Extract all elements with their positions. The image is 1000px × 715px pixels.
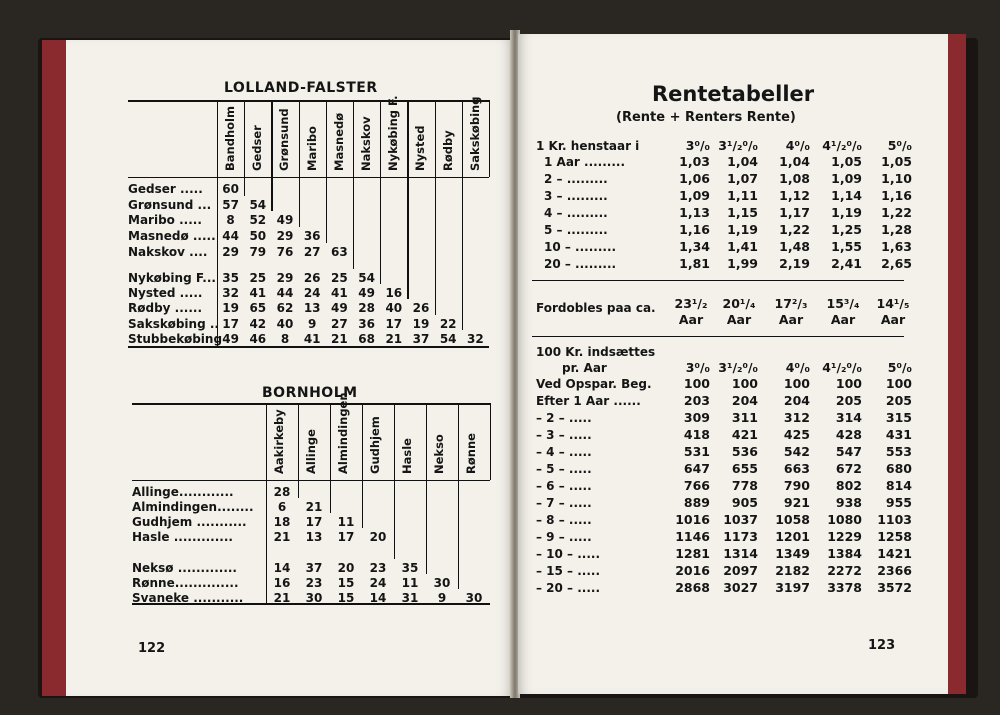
bornholm-distance-cell: 15 bbox=[337, 576, 355, 590]
bornholm-distance-cell: 37 bbox=[305, 561, 323, 575]
rate-header: 4⁰/₀ bbox=[785, 138, 810, 153]
lolland-distance-cell: 36 bbox=[303, 229, 321, 243]
table2-row-label: – 6 – ..... bbox=[536, 479, 592, 493]
table1-cell: 1,81 bbox=[679, 256, 710, 271]
lolland-column-header: Grønsund bbox=[277, 108, 292, 171]
table2-cell: 314 bbox=[835, 410, 862, 425]
table2-cell: 542 bbox=[783, 444, 810, 459]
table2-row-label: Ved Opspar. Beg. bbox=[536, 377, 652, 391]
lolland-distance-cell: 29 bbox=[222, 245, 239, 259]
lolland-col-rule bbox=[299, 100, 300, 227]
table2-cell: 315 bbox=[885, 410, 912, 425]
table2-cell: 955 bbox=[885, 495, 912, 510]
fordobles-value: 14¹/₅ bbox=[876, 296, 910, 311]
lolland-distance-cell: 76 bbox=[276, 245, 294, 259]
lolland-distance-cell: 62 bbox=[276, 301, 294, 315]
table2-cell: 1173 bbox=[723, 529, 758, 544]
lolland-row-label: Maribo ..... bbox=[128, 213, 202, 227]
table1-cell: 1,34 bbox=[679, 239, 710, 254]
table2-cell: 1016 bbox=[675, 512, 710, 527]
table1-cell: 1,09 bbox=[679, 188, 710, 203]
table2-cell: 2366 bbox=[877, 563, 912, 578]
table1-cell: 1,55 bbox=[831, 239, 862, 254]
table2-row-label: – 15 – ..... bbox=[536, 564, 601, 578]
lolland-distance-cell: 25 bbox=[249, 271, 267, 285]
bornholm-column-header: Hasle bbox=[400, 438, 414, 474]
table2-cell: 553 bbox=[885, 444, 912, 459]
table2-cell: 1281 bbox=[675, 546, 710, 561]
table1-row-label: 3 – ......... bbox=[544, 189, 608, 203]
lolland-col-rule bbox=[489, 100, 490, 177]
rate-header: 4¹/₂⁰/₀ bbox=[822, 138, 862, 153]
table2-cell: 2272 bbox=[827, 563, 862, 578]
bornholm-title: BORNHOLM bbox=[262, 385, 358, 401]
right-page-number: 123 bbox=[868, 638, 896, 653]
table2-cell: 938 bbox=[835, 495, 862, 510]
table1-cell: 1,22 bbox=[881, 205, 912, 220]
table2-row-label: – 7 – ..... bbox=[536, 496, 592, 510]
table1-cell: 1,08 bbox=[779, 171, 810, 186]
fordobles-unit: Aar bbox=[880, 312, 906, 327]
lolland-col-rule bbox=[326, 100, 327, 243]
bornholm-distance-cell: 17 bbox=[337, 530, 355, 544]
lolland-row-label: Sakskøbing .. bbox=[128, 317, 219, 331]
table2-label: 100 Kr. indsættes bbox=[536, 345, 656, 359]
bornholm-distance-cell: 31 bbox=[401, 591, 419, 605]
right-page-edges bbox=[946, 34, 966, 694]
table2-cell: 1103 bbox=[877, 512, 912, 527]
table2-cell: 1201 bbox=[775, 529, 810, 544]
bornholm-row-label: Gudhjem ........... bbox=[132, 515, 247, 529]
lolland-distance-cell: 36 bbox=[358, 317, 375, 331]
table1-cell: 1,48 bbox=[779, 239, 810, 254]
table2-cell: 100 bbox=[783, 376, 810, 391]
table1-cell: 1,19 bbox=[727, 222, 758, 237]
table2-label-line2: pr. Aar bbox=[562, 361, 607, 375]
table1-cell: 1,17 bbox=[779, 205, 810, 220]
table1-cell: 1,15 bbox=[727, 205, 758, 220]
lolland-distance-cell: 26 bbox=[412, 301, 430, 315]
lolland-distance-cell: 35 bbox=[222, 271, 239, 285]
bornholm-col-rule bbox=[266, 403, 267, 603]
table1-row-label: 20 – ......... bbox=[544, 257, 617, 271]
table2-cell: 3197 bbox=[775, 580, 810, 595]
lolland-distance-cell: 42 bbox=[249, 317, 267, 331]
table1-cell: 1,04 bbox=[727, 154, 758, 169]
lolland-distance-cell: 40 bbox=[276, 317, 294, 331]
right-page bbox=[518, 34, 948, 694]
lolland-distance-cell: 22 bbox=[439, 317, 457, 331]
table2-cell: 205 bbox=[835, 393, 862, 408]
fordobles-unit: Aar bbox=[678, 312, 704, 327]
lolland-distance-cell: 41 bbox=[331, 286, 348, 300]
table1-cell: 1,11 bbox=[727, 188, 758, 203]
bornholm-column-header: Allinge bbox=[304, 429, 318, 474]
table1-label: 1 Kr. henstaar i bbox=[536, 139, 640, 153]
table2-row-label: – 8 – ..... bbox=[536, 513, 592, 527]
lolland-row-label: Nysted ..... bbox=[128, 286, 203, 300]
table1-cell: 1,99 bbox=[727, 256, 758, 271]
table1-cell: 1,22 bbox=[779, 222, 810, 237]
table2-cell: 421 bbox=[731, 427, 758, 442]
lolland-distance-cell: 37 bbox=[412, 332, 430, 346]
lolland-distance-cell: 8 bbox=[280, 332, 290, 346]
lolland-distance-cell: 44 bbox=[222, 229, 239, 243]
table2-cell: 889 bbox=[683, 495, 710, 510]
table1-row-label: 5 – ......... bbox=[544, 223, 608, 237]
rate-header: 5⁰/₀ bbox=[887, 360, 912, 375]
lolland-distance-cell: 21 bbox=[385, 332, 403, 346]
table2-cell: 1314 bbox=[723, 546, 758, 561]
rate-header: 4¹/₂⁰/₀ bbox=[822, 360, 862, 375]
table2-cell: 425 bbox=[783, 427, 810, 442]
bornholm-top-rule bbox=[132, 403, 490, 405]
table1-cell: 1,05 bbox=[831, 154, 862, 169]
fordobles-unit: Aar bbox=[830, 312, 856, 327]
rate-header: 5⁰/₀ bbox=[887, 138, 912, 153]
table2-cell: 778 bbox=[731, 478, 758, 493]
left-page bbox=[66, 40, 512, 696]
lolland-column-header: Nykøbing F. bbox=[386, 95, 401, 171]
lolland-distance-cell: 8 bbox=[226, 213, 235, 227]
bornholm-column-header: Nekso bbox=[432, 434, 446, 474]
table2-cell: 428 bbox=[835, 427, 862, 442]
lolland-row-label: Nakskov .... bbox=[128, 245, 208, 259]
bornholm-column-header: Gudhjem bbox=[368, 416, 382, 474]
bornholm-distance-cell: 23 bbox=[369, 561, 387, 575]
lolland-col-rule bbox=[244, 100, 245, 196]
table2-cell: 1058 bbox=[775, 512, 810, 527]
lolland-distance-cell: 50 bbox=[249, 229, 267, 243]
bornholm-distance-cell: 14 bbox=[369, 591, 387, 605]
bornholm-distance-cell: 9 bbox=[437, 591, 447, 605]
table2-cell: 905 bbox=[731, 495, 758, 510]
table2-cell: 802 bbox=[835, 478, 862, 493]
lolland-distance-cell: 60 bbox=[222, 182, 239, 196]
lolland-distance-cell: 54 bbox=[249, 198, 267, 212]
table1-cell: 1,12 bbox=[779, 188, 810, 203]
lolland-column-header: Nakskov bbox=[359, 116, 373, 171]
table1-cell: 1,25 bbox=[831, 222, 862, 237]
bornholm-distance-cell: 23 bbox=[305, 576, 323, 590]
lolland-distance-cell: 21 bbox=[331, 332, 348, 346]
table2-cell: 3378 bbox=[827, 580, 862, 595]
lolland-distance-cell: 49 bbox=[331, 301, 348, 315]
lolland-row-label: Masnedø ..... bbox=[128, 229, 216, 243]
table2-cell: 1037 bbox=[723, 512, 758, 527]
left-page-number: 122 bbox=[138, 641, 166, 656]
bornholm-row-label: Svaneke ........... bbox=[132, 591, 244, 605]
lolland-column-header: Maribo bbox=[304, 126, 319, 171]
table1-cell: 1,09 bbox=[831, 171, 862, 186]
fordobles-unit: Aar bbox=[778, 312, 804, 327]
table2-row-label: – 10 – ..... bbox=[536, 547, 601, 561]
lolland-distance-cell: 13 bbox=[303, 301, 321, 315]
lolland-distance-cell: 19 bbox=[412, 317, 430, 331]
lolland-col-rule bbox=[353, 100, 354, 269]
lolland-distance-cell: 41 bbox=[249, 286, 267, 300]
table2-row-label: Efter 1 Aar ...... bbox=[536, 394, 641, 408]
table2-cell: 100 bbox=[885, 376, 912, 391]
table2-cell: 204 bbox=[731, 393, 758, 408]
table1-cell: 1,14 bbox=[831, 188, 862, 203]
fordobles-value: 15³/₄ bbox=[826, 296, 860, 311]
table2-cell: 790 bbox=[783, 478, 810, 493]
bornholm-distance-cell: 17 bbox=[305, 515, 323, 529]
left-page-edges bbox=[42, 40, 68, 696]
bornholm-distance-cell: 30 bbox=[433, 576, 451, 590]
lolland-distance-cell: 32 bbox=[467, 332, 484, 346]
table2-cell: 655 bbox=[731, 461, 758, 476]
table2-cell: 312 bbox=[783, 410, 810, 425]
bornholm-distance-cell: 30 bbox=[305, 591, 323, 605]
page-title: Rentetabeller bbox=[652, 82, 815, 106]
lolland-distance-cell: 57 bbox=[222, 198, 239, 212]
bornholm-distance-cell: 11 bbox=[337, 515, 355, 529]
bornholm-distance-cell: 21 bbox=[273, 591, 291, 605]
lolland-title: LOLLAND-FALSTER bbox=[224, 80, 378, 96]
bornholm-distance-cell: 24 bbox=[369, 576, 387, 590]
lolland-col-rule bbox=[380, 100, 381, 284]
fordobles-label: Fordobles paa ca. bbox=[536, 301, 656, 315]
bornholm-col-rule bbox=[362, 403, 363, 528]
table2-cell: 547 bbox=[835, 444, 862, 459]
table2-cell: 680 bbox=[885, 461, 912, 476]
table2-cell: 536 bbox=[731, 444, 758, 459]
bornholm-distance-cell: 20 bbox=[369, 530, 387, 544]
table2-cell: 766 bbox=[683, 478, 710, 493]
lolland-distance-cell: 49 bbox=[276, 213, 294, 227]
lolland-distance-cell: 9 bbox=[308, 317, 317, 331]
lolland-col-rule bbox=[271, 100, 272, 211]
table2-cell: 204 bbox=[783, 393, 810, 408]
table1-cell: 1,04 bbox=[779, 154, 810, 169]
lolland-distance-cell: 19 bbox=[222, 301, 239, 315]
table1-cell: 1,28 bbox=[881, 222, 912, 237]
bornholm-distance-cell: 6 bbox=[277, 500, 287, 514]
rate-header: 3⁰/₀ bbox=[685, 360, 710, 375]
lolland-distance-cell: 79 bbox=[249, 245, 267, 259]
table2-row-label: – 4 – ..... bbox=[536, 445, 592, 459]
lolland-bottom-rule bbox=[128, 346, 489, 348]
table1-row-label: 10 – ......... bbox=[544, 240, 617, 254]
lolland-distance-cell: 49 bbox=[358, 286, 375, 300]
lolland-distance-cell: 68 bbox=[358, 332, 375, 346]
table1-cell: 1,41 bbox=[727, 239, 758, 254]
bornholm-row-label: Allinge............ bbox=[132, 485, 234, 499]
lolland-distance-cell: 65 bbox=[249, 301, 267, 315]
table1-cell: 2,65 bbox=[881, 256, 912, 271]
bornholm-row-label: Almindingen........ bbox=[132, 500, 254, 514]
table1-cell: 1,10 bbox=[881, 171, 912, 186]
table2-cell: 814 bbox=[885, 478, 912, 493]
bornholm-distance-cell: 20 bbox=[337, 561, 355, 575]
lolland-row-label: Grønsund ... bbox=[128, 198, 212, 212]
table2-row-label: – 2 – ..... bbox=[536, 411, 592, 425]
table1-bottom-rule bbox=[532, 280, 904, 281]
lolland-distance-cell: 17 bbox=[385, 317, 403, 331]
lolland-distance-cell: 28 bbox=[358, 301, 375, 315]
lolland-col-rule bbox=[462, 100, 463, 330]
lolland-distance-cell: 44 bbox=[276, 286, 294, 300]
table1-cell: 1,63 bbox=[881, 239, 912, 254]
lolland-row-label: Gedser ..... bbox=[128, 182, 203, 196]
fordobles-value: 17²/₃ bbox=[774, 296, 808, 311]
bornholm-column-header: Rønne bbox=[464, 433, 478, 474]
lolland-distance-cell: 24 bbox=[303, 286, 321, 300]
lolland-distance-cell: 27 bbox=[303, 245, 321, 259]
table2-cell: 1258 bbox=[877, 529, 912, 544]
lolland-distance-cell: 52 bbox=[249, 213, 267, 227]
table1-cell: 1,13 bbox=[679, 205, 710, 220]
table1-cell: 1,06 bbox=[679, 171, 710, 186]
table1-cell: 1,05 bbox=[881, 154, 912, 169]
rate-header: 3¹/₂⁰/₀ bbox=[718, 138, 758, 153]
table2-cell: 311 bbox=[731, 410, 758, 425]
table2-cell: 3572 bbox=[877, 580, 912, 595]
lolland-distance-cell: 49 bbox=[222, 332, 239, 346]
bornholm-col-rule bbox=[298, 403, 299, 498]
table2-row-label: – 3 – ..... bbox=[536, 428, 592, 442]
bornholm-distance-cell: 35 bbox=[401, 561, 419, 575]
table1-cell: 1,03 bbox=[679, 154, 710, 169]
bornholm-col-rule bbox=[426, 403, 427, 574]
lolland-col-rule bbox=[435, 100, 436, 315]
lolland-column-header: Bandholm bbox=[223, 106, 237, 171]
bornholm-distance-cell: 14 bbox=[273, 561, 291, 575]
table2-cell: 309 bbox=[683, 410, 710, 425]
lolland-row-label: Stubbekøbing bbox=[128, 332, 223, 346]
table2-row-label: – 9 – ..... bbox=[536, 530, 592, 544]
lolland-row-label: Rødby ...... bbox=[128, 301, 203, 315]
bornholm-distance-cell: 28 bbox=[273, 485, 291, 499]
lolland-column-header: Nysted bbox=[413, 125, 428, 171]
bornholm-row-label: Rønne.............. bbox=[132, 576, 239, 590]
page-subtitle: (Rente + Renters Rente) bbox=[616, 110, 796, 125]
fordobles-unit: Aar bbox=[726, 312, 752, 327]
table2-cell: 1384 bbox=[827, 546, 862, 561]
table2-cell: 2182 bbox=[775, 563, 810, 578]
table2-cell: 2097 bbox=[723, 563, 758, 578]
bornholm-distance-cell: 21 bbox=[273, 530, 291, 544]
fordobles-value: 23¹/₂ bbox=[674, 296, 708, 311]
table2-row-label: – 20 – ..... bbox=[536, 581, 601, 595]
lolland-column-header: Masnedø bbox=[331, 112, 346, 171]
table2-cell: 531 bbox=[683, 444, 710, 459]
fordobles-value: 20¹/₄ bbox=[722, 296, 756, 311]
table1-cell: 1,19 bbox=[831, 205, 862, 220]
table2-cell: 100 bbox=[683, 376, 710, 391]
bornholm-column-header: Aakirkeby bbox=[272, 409, 286, 474]
table2-cell: 663 bbox=[783, 461, 810, 476]
table1-row-label: 2 – ......... bbox=[544, 172, 608, 186]
lolland-distance-cell: 63 bbox=[331, 245, 348, 259]
rate-header: 4⁰/₀ bbox=[785, 360, 810, 375]
table2-cell: 100 bbox=[835, 376, 862, 391]
lolland-row-label: Nykøbing F... bbox=[128, 271, 216, 285]
rate-header: 3⁰/₀ bbox=[685, 138, 710, 153]
table2-cell: 1146 bbox=[675, 529, 710, 544]
bornholm-distance-cell: 30 bbox=[465, 591, 483, 605]
table2-cell: 3027 bbox=[723, 580, 758, 595]
table1-cell: 2,19 bbox=[779, 256, 810, 271]
table1-cell: 2,41 bbox=[831, 256, 862, 271]
lolland-distance-cell: 32 bbox=[222, 286, 239, 300]
bornholm-row-label: Neksø ............. bbox=[132, 561, 237, 575]
bornholm-distance-cell: 15 bbox=[337, 591, 355, 605]
lolland-distance-cell: 29 bbox=[276, 229, 294, 243]
bornholm-row-label: Hasle ............. bbox=[132, 530, 233, 544]
table1-row-label: 1 Aar ......... bbox=[544, 155, 626, 169]
bornholm-col-rule bbox=[490, 403, 491, 480]
table2-cell: 205 bbox=[885, 393, 912, 408]
lolland-distance-cell: 25 bbox=[331, 271, 348, 285]
lolland-distance-cell: 17 bbox=[222, 317, 239, 331]
bornholm-col-rule bbox=[394, 403, 395, 559]
bornholm-distance-cell: 18 bbox=[273, 515, 291, 529]
bornholm-column-header: Almindingen bbox=[336, 392, 350, 474]
lolland-column-header: Rødby bbox=[440, 130, 455, 171]
table1-cell: 1,16 bbox=[679, 222, 710, 237]
rate-header: 3¹/₂⁰/₀ bbox=[718, 360, 758, 375]
table2-cell: 1080 bbox=[827, 512, 862, 527]
table2-cell: 1421 bbox=[877, 546, 912, 561]
lolland-column-header: Sakskøbing bbox=[467, 96, 482, 171]
lolland-distance-cell: 40 bbox=[385, 301, 403, 315]
lolland-distance-cell: 27 bbox=[331, 317, 348, 331]
table2-cell: 1229 bbox=[827, 529, 862, 544]
table2-cell: 2016 bbox=[675, 563, 710, 578]
table2-cell: 921 bbox=[783, 495, 810, 510]
table2-cell: 1349 bbox=[775, 546, 810, 561]
table1-cell: 1,16 bbox=[881, 188, 912, 203]
fordobles-bottom-rule bbox=[532, 336, 904, 337]
table2-cell: 100 bbox=[731, 376, 758, 391]
lolland-col-rule bbox=[407, 100, 408, 299]
lolland-distance-cell: 16 bbox=[385, 286, 403, 300]
lolland-distance-cell: 54 bbox=[358, 271, 375, 285]
lolland-column-header: Gedser bbox=[250, 125, 265, 171]
lolland-distance-cell: 54 bbox=[439, 332, 457, 346]
lolland-distance-cell: 46 bbox=[249, 332, 267, 346]
table2-cell: 2868 bbox=[675, 580, 710, 595]
bornholm-distance-cell: 11 bbox=[401, 576, 419, 590]
table1-cell: 1,07 bbox=[727, 171, 758, 186]
table2-cell: 203 bbox=[683, 393, 710, 408]
table2-row-label: – 5 – ..... bbox=[536, 462, 592, 476]
bornholm-distance-cell: 16 bbox=[273, 576, 291, 590]
lolland-distance-cell: 41 bbox=[303, 332, 321, 346]
table2-cell: 431 bbox=[885, 427, 912, 442]
bornholm-header-rule bbox=[132, 480, 490, 481]
bornholm-distance-cell: 21 bbox=[305, 500, 323, 514]
bornholm-distance-cell: 13 bbox=[305, 530, 323, 544]
table2-cell: 418 bbox=[683, 427, 710, 442]
table1-row-label: 4 – ......... bbox=[544, 206, 608, 220]
table2-cell: 672 bbox=[835, 461, 862, 476]
table2-cell: 647 bbox=[683, 461, 710, 476]
bornholm-col-rule bbox=[458, 403, 459, 589]
lolland-distance-cell: 29 bbox=[276, 271, 294, 285]
bornholm-col-rule bbox=[330, 403, 331, 513]
lolland-distance-cell: 26 bbox=[303, 271, 321, 285]
